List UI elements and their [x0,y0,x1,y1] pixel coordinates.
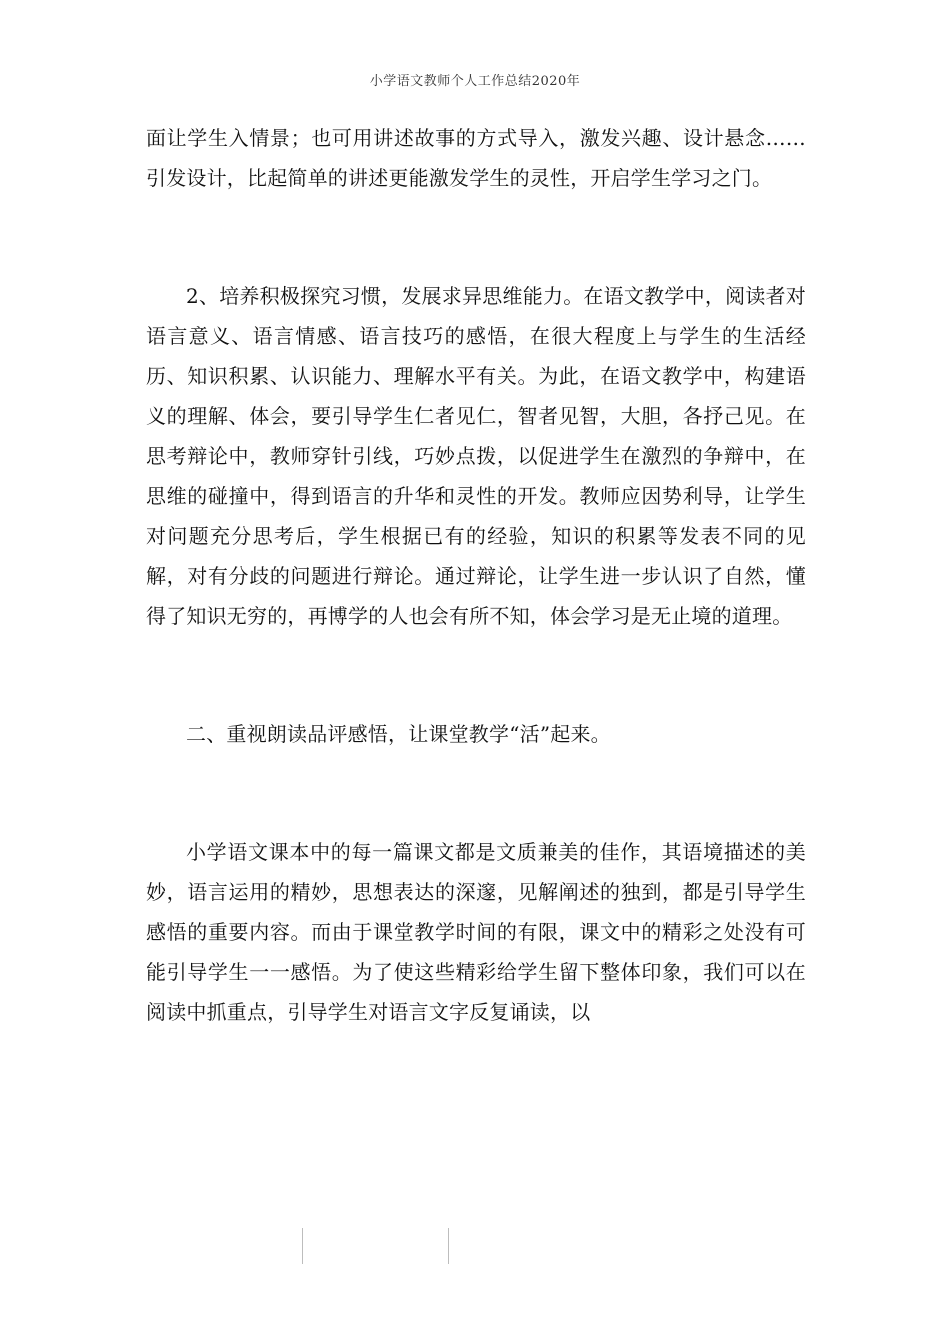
paragraph-inquiry-habits: 2、培养积极探究习惯，发展求异思维能力。在语文教学中，阅读者对语言意义、语言情感、语言技巧的感悟，在很大程度上与学生的生活经历、知识积累、认识能力、理解水平有关。为此，在语文教学中，构建语义的理解、体会，要引导学生仁者见仁，智者见智，大胆，各抒己见。在思考辩论中，教师穿针引线，巧妙点拨，以促进学生在激烈的争辩中，在思维的碰撞中，得到语言的升华和灵性的开发。教师应因势利导，让学生对问题充分思考后，学生根据已有的经验，知识的积累等发表不同的见解，对有分歧的问题进行辩论。通过辩论，让学生进一步认识了自然，懂得了知识无穷的，再博学的人也会有所不知，体会学习是无止境的道理。 [146,284,806,628]
section-heading: 二、重视朗读品评感悟，让课堂教学“活”起来。 [186,722,611,746]
paragraph-gap [146,198,806,276]
paragraph-gap [146,636,806,714]
paragraph-reading: 小学语文课本中的每一篇课文都是文质兼美的佳作，其语境描述的美妙，语言运用的精妙，思想表达的深邃，见解阐述的独到，都是引导学生感悟的重要内容。而由于课堂教学时间的有限，课文中的精彩之处没有可能引导学生一一感悟。为了使这些精彩给学生留下整体印象，我们可以在阅读中抓重点，引导学生对语言文字反复诵读，以 [146,840,806,1024]
footer-decoration [0,1228,950,1268]
footer-divider-right [448,1228,449,1264]
paragraph-gap [146,754,806,832]
page-header: 小学语文教师个人工作总结2020年 [369,74,581,89]
document-body [146,118,806,1032]
paragraph-continuation: 面让学生入情景；也可用讲述故事的方式导入，激发兴趣、设计悬念……引发设计，比起简单的讲述更能激发学生的灵性，开启学生学习之门。 [146,126,806,190]
footer-divider-left [302,1228,303,1264]
